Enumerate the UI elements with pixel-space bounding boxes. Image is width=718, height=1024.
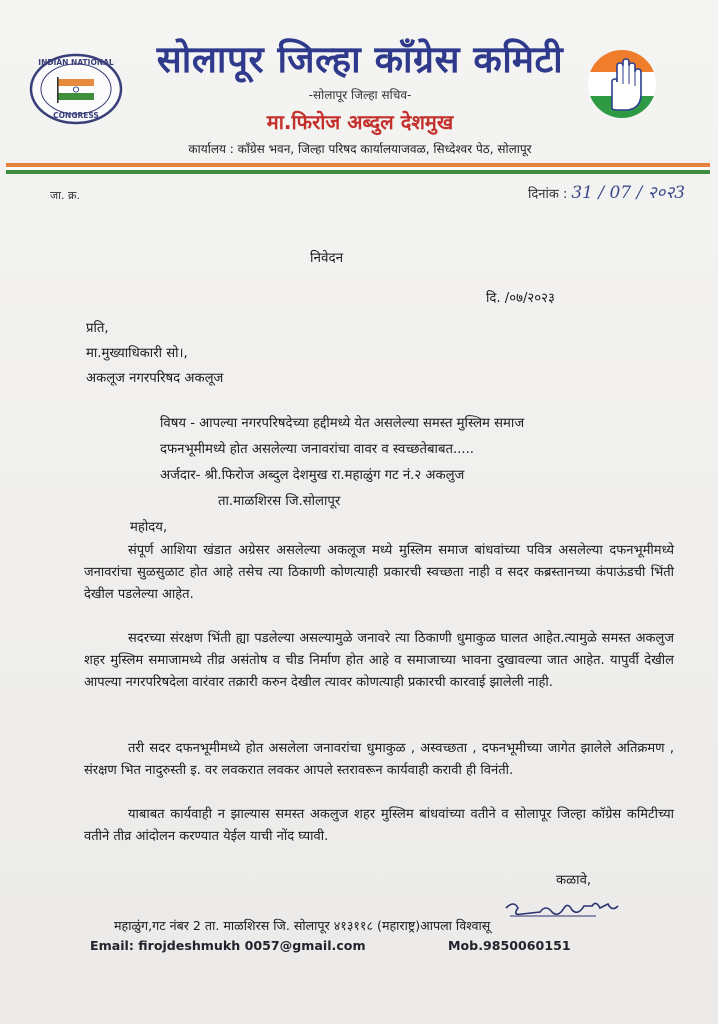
hand-symbol-icon [586,48,658,120]
office-address: कार्यालय : काँग्रेस भवन, जिल्हा परिषद कार्यालयाजवळ, सिध्देश्वर पेठ, सोलापूर [188,142,532,156]
letter-date: दि. /०७/२०२३ [486,291,555,306]
subject-line-4: ता.माळशिरस जि.सोलापूर [218,494,341,509]
logo-text-top: INDIAN NATIONAL [38,58,114,67]
subject-line-3: अर्जदार- श्री.फिरोज अब्दुल देशमुख रा.महाळुंग गट नं.२ अकलुज [160,468,465,483]
congress-emblem-logo [28,52,124,126]
salutation: महोदय, [130,520,168,535]
recipient-line-1: प्रति, [86,321,109,336]
header-band-green [6,170,710,174]
subject-line-1: विषय - आपल्या नगरपरिषदेच्या हद्दीमध्ये येत असलेल्या समस्त मुस्लिम समाज [160,416,525,431]
footer-email: Email: firojdeshmukh 0057@gmail.com [90,938,366,953]
closing-text: कळावे, [556,873,592,888]
header-date-label: दिनांक : [528,187,568,202]
logo-text-bottom: CONGRESS [53,111,99,120]
body-paragraph-2: सदरच्या संरक्षण भिंती ह्या पडलेल्या असल्यामुळे जनावरे त्या ठिकाणी धुमाकुळ घालत आहेत.त्यामुळे समस्त अकलुज शहर मुस्लिम समाजामध्ये तीव्र असंतोष व चीड निर्माण होत आहे व समाजाच्या भावना दुखावल्या जात आहेत. यापुर्वी देखील आपल्या नगरपरिषदेला वारंवार तक्रारी करुन देखील त्यावर कोणत्याही प्रकारची कारवाई झालेली नाही. [84,631,674,690]
header-date [528,180,685,203]
body-paragraph-3: तरी सदर दफनभूमीमध्ये होत असलेला जनावरांचा धुमाकुळ , अस्वच्छता , दफनभूमीच्या जागेत झालेले अतिक्रमण , संरक्षण भित नादुरुस्ती इ. वर लवकरात लवकर आपले स्तरावरून कार्यवाही करावी ही विनंती. [84,741,674,778]
document-heading: निवेदन [310,250,344,266]
body-paragraph-4: याबाबत कार्यवाही न झाल्यास समस्त अकलुज शहर मुस्लिम बांधवांच्या वतीने व सोलापूर जिल्हा कॉग्रेस कमिटीच्या वतीने तीव्र आंदोलन करण्यात येईल याची नोंद घ्यावी. [84,807,674,844]
org-title: सोलापूर जिल्हा काँग्रेस कमिटी [156,38,564,81]
recipient-line-2: मा.मुख्याधिकारी सो।, [86,346,188,361]
header-date-value: 31 / 07 / २०२3 [571,183,686,203]
footer-mobile: Mob.9850060151 [448,938,571,953]
subject-line-2: दफनभूमीमध्ये होत असलेल्या जनावरांचा वावर व स्वच्छतेबाबत..... [160,442,474,457]
org-subtitle: -सोलापूर जिल्हा सचिव- [308,88,412,102]
footer-address: महाळुंग,गट नंबर 2 ता. माळशिरस जि. सोलापूर ४१३११८ (महाराष्ट्र)आपला विश्वासू [114,918,491,933]
recipient-line-3: अकलूज नगरपरिषद अकलूज [86,371,224,386]
leader-name: मा.फिरोज अब्दुल देशमुख [266,110,454,134]
signature-image [500,896,625,924]
reference-label: जा. क्र. [50,189,80,202]
body-paragraph-1: संपूर्ण आशिया खंडात अग्रेसर असलेल्या अकलूज मध्ये मुस्लिम समाज बांधवांच्या पवित्र असलेल्या दफनभूमीमध्ये जनावरांचा सुळसुळाट होत आहे तसेच त्या ठिकाणी कोणत्याही प्रकारची स्वच्छता नाही व सदर कब्रस्तानच्या कंपाऊंडची भिंती देखील पडलेल्या आहेत. [84,543,674,602]
